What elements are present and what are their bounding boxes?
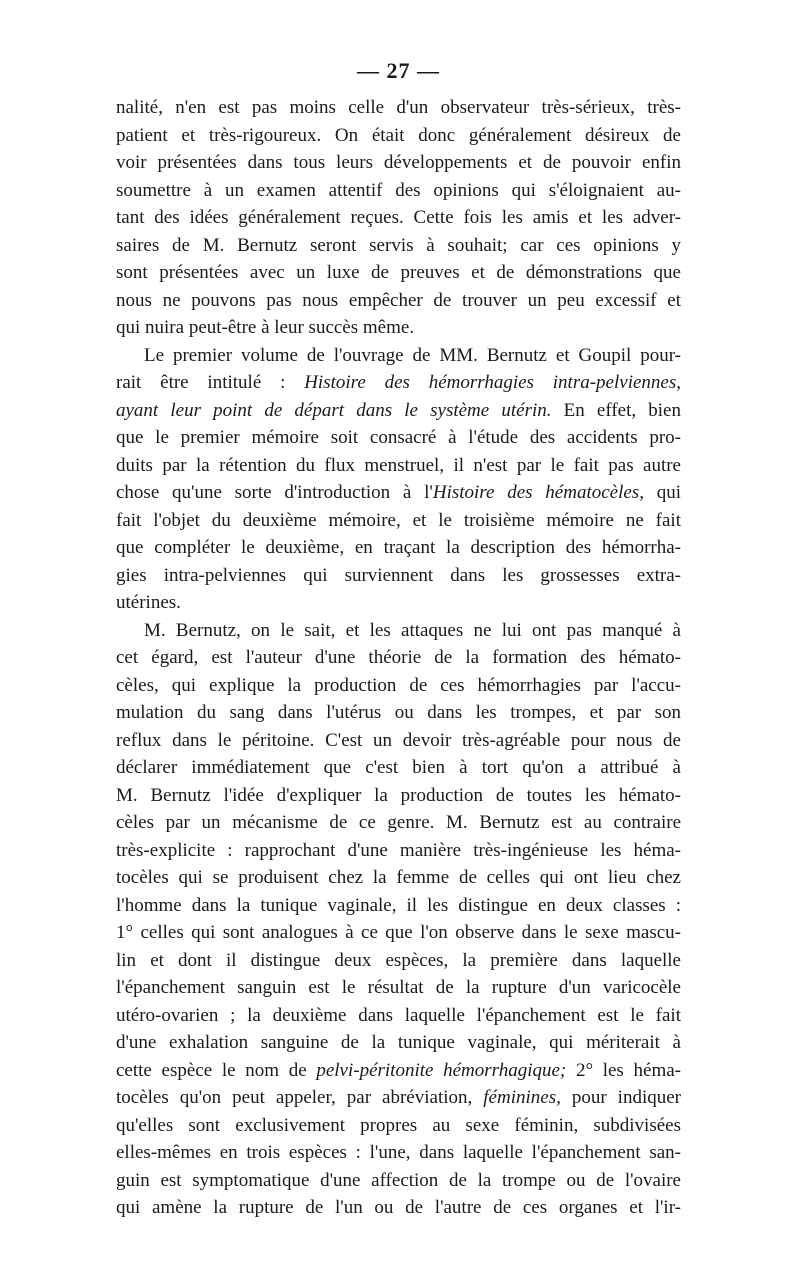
text-line — [116, 947, 681, 975]
text-line — [116, 94, 681, 122]
text-line-content: nalité, n'en est pas moins celle d'un observateur très-sérieux, très- — [116, 97, 681, 118]
text-line-content: utéro-ovarien ; la deuxième dans laquelle l'épanchement est le fait — [116, 1004, 681, 1026]
text-line-content: sont présentées avec un luxe de preuves et de démonstrations que — [116, 262, 681, 283]
italic-title: Histoire des hémorrhagies intra-pelviennes, — [304, 372, 681, 393]
text-line — [116, 1084, 681, 1112]
text-line — [116, 782, 681, 810]
text-line — [116, 232, 681, 260]
text-line-content: cet égard, est l'auteur d'une théorie de la formation des hémato- — [116, 647, 681, 668]
text-line — [116, 177, 681, 205]
text-line — [116, 479, 681, 507]
text-line-content: duits par la rétention du flux menstruel, il n'est par le fait pas autre — [116, 454, 681, 476]
text-line-content: chose qu'une sorte d'introduction à l' — [116, 482, 433, 503]
italic-title: féminines, — [483, 1087, 561, 1108]
text-line-content: d'une exhalation sanguine de la tunique vaginale, qui mériterait à — [116, 1032, 681, 1053]
text-line-content: nous ne pouvons pas nous empêcher de trouver un peu excessif et — [116, 289, 681, 311]
text-line-content: lin et dont il distingue deux espèces, la première dans laquelle — [116, 949, 681, 971]
text-line-content: tant des idées généralement reçues. Cette fois les amis et les adver- — [116, 207, 681, 228]
text-line — [116, 919, 681, 947]
text-line — [116, 149, 681, 177]
text-line — [116, 122, 681, 150]
text-line — [116, 1057, 681, 1085]
text-line — [116, 644, 681, 672]
text-line — [116, 1139, 681, 1167]
text-line — [116, 369, 681, 397]
text-line — [116, 727, 681, 755]
text-line — [116, 287, 681, 315]
text-line — [116, 974, 681, 1002]
text-line — [116, 892, 681, 920]
text-line — [116, 1112, 681, 1140]
body-text — [116, 94, 681, 1222]
text-line — [116, 754, 681, 782]
text-line — [116, 1002, 681, 1030]
text-line-content: reflux dans le péritoine. C'est un devoir très-agréable pour nous de — [116, 729, 681, 751]
italic-title: pelvi-péritonite hémorrhagique; — [316, 1059, 567, 1081]
text-line — [116, 589, 681, 617]
text-line — [116, 534, 681, 562]
text-line — [116, 1167, 681, 1195]
text-line-content: cette espèce le nom de — [116, 1059, 317, 1081]
text-line-content: patient et très-rigoureux. On était donc généralement désireux de — [116, 124, 681, 146]
text-line — [116, 1194, 681, 1222]
text-line-content: 1° celles qui sont analogues à ce que l'on observe dans le sexe mascu- — [116, 922, 681, 943]
text-line-content: que le premier mémoire soit consacré à l'étude des accidents pro- — [116, 427, 681, 448]
italic-title: ayant leur point de départ dans le système utérin. — [116, 399, 552, 421]
text-line-content: elles-mêmes en trois espèces : l'une, dans laquelle l'épanchement san- — [116, 1142, 681, 1163]
text-line-content: tocèles qu'on peut appeler, par abréviation, — [116, 1087, 484, 1108]
text-line-content: gies intra-pelviennes qui surviennent dans les grossesses extra- — [116, 564, 681, 586]
text-line — [116, 507, 681, 535]
text-line-content: saires de M. Bernutz seront servis à souhait; car ces opinions y — [116, 234, 681, 256]
text-line-tail: pour indiquer — [560, 1087, 681, 1108]
text-line-content: qui nuira peut-être à leur succès même. — [116, 317, 415, 338]
text-line-tail: qui — [643, 482, 681, 503]
text-line-content: cèles, qui explique la production de ces hémorrhagies par l'accu- — [116, 674, 681, 696]
text-line — [116, 424, 681, 452]
text-line — [116, 837, 681, 865]
text-line-content: qu'elles sont exclusivement propres au sexe féminin, subdivisées — [116, 1114, 681, 1136]
book-page — [116, 56, 681, 1222]
text-line — [116, 864, 681, 892]
text-line — [116, 342, 681, 370]
text-line — [116, 617, 681, 645]
text-line-tail: 2° les héma- — [566, 1059, 681, 1081]
text-line — [116, 672, 681, 700]
text-line-content: rait être intitulé : — [116, 372, 305, 393]
text-line-content: M. Bernutz, on le sait, et les attaques ne lui ont pas manqué à — [144, 619, 681, 641]
text-line-content: que compléter le deuxième, en traçant la description des hémorrha- — [116, 537, 681, 558]
text-line-content: l'épanchement sanguin est le résultat de la rupture d'un varicocèle — [116, 977, 681, 998]
text-line — [116, 809, 681, 837]
text-line-content: utérines. — [116, 592, 181, 613]
text-line-content: fait l'objet du deuxième mémoire, et le troisième mémoire ne fait — [116, 509, 681, 531]
text-line — [116, 397, 681, 425]
text-line-content: guin est symptomatique d'une affection de la trompe ou de l'ovaire — [116, 1169, 681, 1191]
text-line — [116, 452, 681, 480]
text-line — [116, 1029, 681, 1057]
text-line — [116, 562, 681, 590]
text-line-content: déclarer immédiatement que c'est bien à tort qu'on a attribué à — [116, 757, 681, 778]
italic-title: Histoire des hématocèles, — [432, 482, 644, 503]
text-line-content: voir présentées dans tous leurs développements et de pouvoir enfin — [116, 152, 681, 173]
text-line — [116, 204, 681, 232]
page-number: — 27 — — [357, 58, 440, 83]
text-line — [116, 259, 681, 287]
text-line-tail: En effet, bien — [551, 399, 681, 421]
text-line — [116, 314, 681, 342]
text-line-content: tocèles qui se produisent chez la femme de celles qui ont lieu chez — [116, 867, 681, 888]
text-line-content: M. Bernutz l'idée d'expliquer la production de toutes les hémato- — [116, 784, 681, 806]
text-line-content: très-explicite : rapprochant d'une manière très-ingénieuse les héma- — [116, 839, 681, 861]
text-line-content: soumettre à un examen attentif des opinions qui s'éloignaient au- — [116, 179, 681, 201]
text-line-content: Le premier volume de l'ouvrage de MM. Bernutz et Goupil pour- — [144, 344, 681, 366]
text-line-content: cèles par un mécanisme de ce genre. M. Bernutz est au contraire — [116, 812, 681, 833]
text-line-content: qui amène la rupture de l'un ou de l'autre de ces organes et l'ir- — [116, 1197, 681, 1218]
text-line-content: mulation du sang dans l'utérus ou dans les trompes, et par son — [116, 702, 681, 723]
text-line-content: l'homme dans la tunique vaginale, il les distingue en deux classes : — [116, 894, 681, 916]
text-line — [116, 699, 681, 727]
